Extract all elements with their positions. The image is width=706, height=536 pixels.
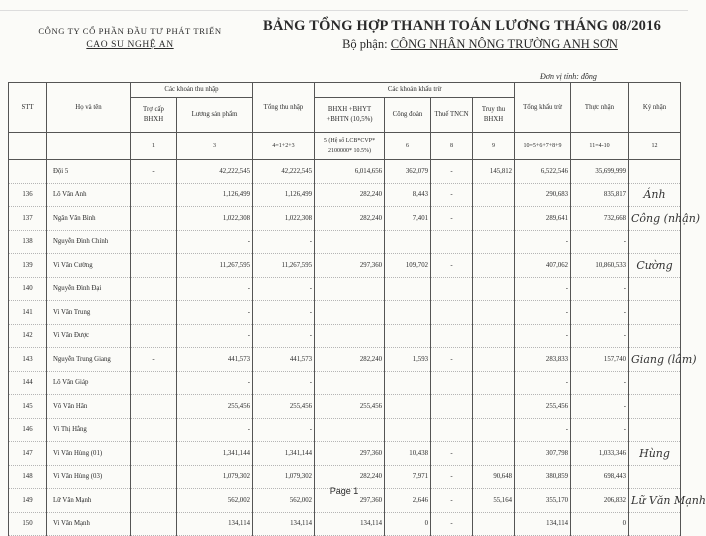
cell-insurance — [315, 371, 385, 395]
table-row — [9, 465, 681, 489]
header-stt: STT — [9, 83, 47, 133]
cell-name: Vi Văn Hùng (01) — [47, 442, 131, 466]
cell-product-wage: 1,079,302 — [177, 465, 253, 489]
table-header — [9, 83, 681, 160]
cell-union: 0 — [385, 512, 431, 536]
cell-bhxh-collect — [473, 395, 515, 419]
cell-name: Vi Văn Được — [47, 324, 131, 348]
cell-bhxh-collect — [473, 371, 515, 395]
cell-name: Võ Văn Hân — [47, 395, 131, 419]
cell-bhxh-support — [131, 442, 177, 466]
cell-pit — [431, 371, 473, 395]
cell-signature — [629, 230, 681, 254]
cell-bhxh-collect — [473, 230, 515, 254]
cell-signature — [629, 395, 681, 419]
cell-bhxh-support — [131, 254, 177, 278]
header-insurance: BHXH +BHYT +BHTN (10,5%) — [315, 98, 385, 133]
cell-total-deduction: - — [515, 324, 571, 348]
cell-signature — [629, 160, 681, 184]
cell-bhxh-support — [131, 465, 177, 489]
cell-total-income: - — [253, 301, 315, 325]
cell-bhxh-collect — [473, 324, 515, 348]
cell-total-income: 42,222,545 — [253, 160, 315, 184]
cell-net: - — [571, 301, 629, 325]
cell-product-wage: 1,126,499 — [177, 183, 253, 207]
cell-total-income: 11,267,595 — [253, 254, 315, 278]
header-income-group: Các khoản thu nhập — [131, 83, 253, 98]
cell-insurance: 282,240 — [315, 207, 385, 231]
table-row — [9, 348, 681, 372]
cell-stt: 150 — [9, 512, 47, 536]
formula-cell: 12 — [629, 133, 681, 160]
cell-signature — [629, 324, 681, 348]
cell-pit — [431, 418, 473, 442]
cell-product-wage: 1,022,308 — [177, 207, 253, 231]
cell-union: 7,401 — [385, 207, 431, 231]
formula-cell: 6 — [385, 133, 431, 160]
cell-bhxh-support — [131, 418, 177, 442]
cell-total-deduction: 255,456 — [515, 395, 571, 419]
cell-product-wage: 1,341,144 — [177, 442, 253, 466]
cell-total-deduction: - — [515, 277, 571, 301]
cell-bhxh-collect — [473, 277, 515, 301]
cell-name: Lữ Văn Mạnh — [47, 489, 131, 513]
table-row — [9, 254, 681, 278]
cell-total-income: 562,002 — [253, 489, 315, 513]
cell-insurance: 297,360 — [315, 254, 385, 278]
cell-stt: 140 — [9, 277, 47, 301]
header-union: Công đoàn — [385, 98, 431, 133]
header-net: Thực nhận — [571, 83, 629, 133]
cell-insurance: 255,456 — [315, 395, 385, 419]
header-bhxh-collect: Truy thu BHXH — [473, 98, 515, 133]
cell-pit: - — [431, 254, 473, 278]
cell-net: 1,033,346 — [571, 442, 629, 466]
cell-name: Nguyễn Đình Đại — [47, 277, 131, 301]
cell-union — [385, 395, 431, 419]
cell-insurance — [315, 324, 385, 348]
cell-stt: 143 — [9, 348, 47, 372]
cell-union — [385, 230, 431, 254]
table-row — [9, 512, 681, 536]
cell-insurance — [315, 230, 385, 254]
department-value: CÔNG NHÂN NÔNG TRƯỜNG ANH SƠN — [390, 37, 618, 51]
cell-total-deduction: - — [515, 418, 571, 442]
cell-bhxh-support: - — [131, 348, 177, 372]
cell-net: 835,817 — [571, 183, 629, 207]
cell-bhxh-support: - — [131, 160, 177, 184]
unit-note: Đơn vị tính: đồng — [540, 72, 597, 81]
cell-product-wage: 42,222,545 — [177, 160, 253, 184]
table-row — [9, 183, 681, 207]
cell-name: Vi Văn Cường — [47, 254, 131, 278]
cell-insurance — [315, 418, 385, 442]
cell-total-deduction: 307,798 — [515, 442, 571, 466]
cell-name: Nguyễn Đình Chính — [47, 230, 131, 254]
cell-insurance: 134,114 — [315, 512, 385, 536]
cell-net: 698,443 — [571, 465, 629, 489]
cell-total-deduction: 380,859 — [515, 465, 571, 489]
cell-union — [385, 277, 431, 301]
cell-pit — [431, 277, 473, 301]
cell-insurance: 282,240 — [315, 348, 385, 372]
cell-total-deduction: 289,641 — [515, 207, 571, 231]
cell-signature: Giang (lâm) — [629, 348, 681, 372]
cell-name: Vi Văn Trung — [47, 301, 131, 325]
cell-signature — [629, 301, 681, 325]
table-row — [9, 277, 681, 301]
cell-bhxh-collect — [473, 207, 515, 231]
cell-bhxh-collect — [473, 348, 515, 372]
cell-union: 109,702 — [385, 254, 431, 278]
document-title: BẢNG TỔNG HỢP THANH TOÁN LƯƠNG THÁNG 08/2016 — [262, 18, 662, 34]
company-name-line1: CÔNG TY CỔ PHẦN ĐẦU TƯ PHÁT TRIỂN — [38, 26, 222, 36]
cell-union — [385, 418, 431, 442]
cell-net: 732,668 — [571, 207, 629, 231]
top-rule — [0, 10, 688, 11]
formula-cell: 5 (Hệ số LCB*CVP* 2100000* 10.5%) — [315, 133, 385, 160]
cell-total-deduction: 407,062 — [515, 254, 571, 278]
cell-total-income: - — [253, 371, 315, 395]
cell-bhxh-collect — [473, 512, 515, 536]
department-line — [300, 37, 660, 52]
cell-total-income: - — [253, 418, 315, 442]
formula-cell: 9 — [473, 133, 515, 160]
table-row — [9, 442, 681, 466]
cell-net: - — [571, 230, 629, 254]
table-row — [9, 230, 681, 254]
cell-insurance — [315, 301, 385, 325]
cell-total-deduction: - — [515, 301, 571, 325]
cell-pit — [431, 301, 473, 325]
cell-stt: 142 — [9, 324, 47, 348]
cell-stt: 137 — [9, 207, 47, 231]
header-bhxh-support: Trợ cấp BHXH — [131, 98, 177, 133]
table-row — [9, 207, 681, 231]
formula-cell — [47, 133, 131, 160]
cell-total-income: - — [253, 277, 315, 301]
cell-stt — [9, 160, 47, 184]
cell-stt: 148 — [9, 465, 47, 489]
cell-insurance: 282,240 — [315, 183, 385, 207]
cell-name: Vi Văn Mạnh — [47, 512, 131, 536]
cell-product-wage: - — [177, 371, 253, 395]
cell-total-income: 134,114 — [253, 512, 315, 536]
cell-name: Vi Thị Hằng — [47, 418, 131, 442]
cell-bhxh-collect — [473, 301, 515, 325]
cell-total-income: 1,126,499 — [253, 183, 315, 207]
cell-bhxh-support — [131, 395, 177, 419]
cell-union — [385, 324, 431, 348]
cell-bhxh-collect: 145,812 — [473, 160, 515, 184]
cell-signature: Cường — [629, 254, 681, 278]
header-pit: Thuế TNCN — [431, 98, 473, 133]
header-deduction-group: Các khoản khấu trừ — [315, 83, 515, 98]
cell-signature — [629, 465, 681, 489]
formula-row — [9, 133, 681, 160]
cell-product-wage: 562,002 — [177, 489, 253, 513]
cell-signature: Ánh — [629, 183, 681, 207]
cell-bhxh-support — [131, 183, 177, 207]
cell-product-wage: 11,267,595 — [177, 254, 253, 278]
formula-cell: 4=1+2+3 — [253, 133, 315, 160]
cell-bhxh-collect: 90,648 — [473, 465, 515, 489]
cell-name: Ngân Văn Bình — [47, 207, 131, 231]
table-row — [9, 395, 681, 419]
formula-cell: 10=5+6+7+8+9 — [515, 133, 571, 160]
cell-total-income: - — [253, 230, 315, 254]
cell-stt: 136 — [9, 183, 47, 207]
department-label: Bộ phận: — [342, 37, 388, 51]
cell-bhxh-support — [131, 230, 177, 254]
cell-total-income: 255,456 — [253, 395, 315, 419]
cell-stt: 138 — [9, 230, 47, 254]
cell-insurance: 297,360 — [315, 489, 385, 513]
cell-product-wage: - — [177, 277, 253, 301]
cell-bhxh-collect — [473, 183, 515, 207]
formula-cell: 8 — [431, 133, 473, 160]
formula-cell: 1 — [131, 133, 177, 160]
cell-product-wage: 441,573 — [177, 348, 253, 372]
cell-signature — [629, 512, 681, 536]
payroll-table — [8, 82, 706, 536]
cell-union — [385, 371, 431, 395]
cell-net: 206,832 — [571, 489, 629, 513]
cell-total-income: - — [253, 324, 315, 348]
cell-pit: - — [431, 465, 473, 489]
cell-pit: - — [431, 442, 473, 466]
table-row — [9, 371, 681, 395]
cell-product-wage: - — [177, 418, 253, 442]
cell-union: 362,079 — [385, 160, 431, 184]
cell-pit: - — [431, 207, 473, 231]
cell-union: 10,438 — [385, 442, 431, 466]
header-total-deduction: Tổng khấu trừ — [515, 83, 571, 133]
cell-net: - — [571, 418, 629, 442]
header-name: Họ và tên — [47, 83, 131, 133]
company-header — [30, 24, 230, 52]
cell-pit: - — [431, 183, 473, 207]
cell-total-deduction: 134,114 — [515, 512, 571, 536]
cell-pit — [431, 324, 473, 348]
cell-bhxh-collect — [473, 442, 515, 466]
cell-signature — [629, 277, 681, 301]
cell-total-deduction: - — [515, 371, 571, 395]
cell-total-deduction: - — [515, 230, 571, 254]
company-name-line2: CAO SU NGHỆ AN — [86, 40, 174, 50]
header-total-income: Tổng thu nhập — [253, 83, 315, 133]
cell-signature: Hùng — [629, 442, 681, 466]
formula-cell: 3 — [177, 133, 253, 160]
cell-net: 35,699,999 — [571, 160, 629, 184]
cell-insurance: 6,014,656 — [315, 160, 385, 184]
cell-total-deduction: 355,170 — [515, 489, 571, 513]
cell-bhxh-support — [131, 371, 177, 395]
cell-insurance — [315, 277, 385, 301]
table-body — [9, 160, 706, 536]
cell-product-wage: 134,114 — [177, 512, 253, 536]
cell-product-wage: - — [177, 301, 253, 325]
table-row — [9, 324, 681, 348]
cell-pit: - — [431, 348, 473, 372]
cell-net: 0 — [571, 512, 629, 536]
cell-bhxh-collect: 55,164 — [473, 489, 515, 513]
cell-net: - — [571, 324, 629, 348]
cell-union: 8,443 — [385, 183, 431, 207]
cell-name: Đội 5 — [47, 160, 131, 184]
cell-net: - — [571, 371, 629, 395]
cell-total-deduction: 290,683 — [515, 183, 571, 207]
cell-total-income: 1,079,302 — [253, 465, 315, 489]
cell-pit: - — [431, 160, 473, 184]
cell-insurance: 297,360 — [315, 442, 385, 466]
cell-total-income: 1,341,144 — [253, 442, 315, 466]
cell-stt: 146 — [9, 418, 47, 442]
cell-bhxh-support — [131, 324, 177, 348]
table-row — [9, 301, 681, 325]
cell-name: Lô Văn Giáp — [47, 371, 131, 395]
cell-total-income: 441,573 — [253, 348, 315, 372]
cell-pit: - — [431, 512, 473, 536]
cell-product-wage: - — [177, 324, 253, 348]
cell-insurance: 282,240 — [315, 465, 385, 489]
cell-pit — [431, 230, 473, 254]
table-row — [9, 418, 681, 442]
cell-signature — [629, 371, 681, 395]
cell-union — [385, 301, 431, 325]
cell-name: Vi Văn Hùng (03) — [47, 465, 131, 489]
cell-stt: 144 — [9, 371, 47, 395]
cell-stt: 141 — [9, 301, 47, 325]
header-signature: Ký nhận — [629, 83, 681, 133]
formula-cell — [9, 133, 47, 160]
table-row — [9, 160, 681, 184]
cell-pit: - — [431, 489, 473, 513]
cell-name: Lô Văn Anh — [47, 183, 131, 207]
cell-bhxh-support — [131, 277, 177, 301]
cell-net: 10,860,533 — [571, 254, 629, 278]
cell-net: 157,740 — [571, 348, 629, 372]
cell-stt: 139 — [9, 254, 47, 278]
cell-signature: Công (nhận) — [629, 207, 681, 231]
formula-cell: 11=4-10 — [571, 133, 629, 160]
cell-bhxh-support — [131, 301, 177, 325]
cell-bhxh-collect — [473, 254, 515, 278]
cell-product-wage: 255,456 — [177, 395, 253, 419]
cell-name: Nguyễn Trung Giang — [47, 348, 131, 372]
cell-union: 7,971 — [385, 465, 431, 489]
page-number: Page 1 — [329, 486, 359, 496]
cell-net: - — [571, 277, 629, 301]
cell-union: 2,646 — [385, 489, 431, 513]
cell-bhxh-collect — [473, 418, 515, 442]
header-product-wage: Lương sản phẩm — [177, 98, 253, 133]
cell-stt: 149 — [9, 489, 47, 513]
cell-net: - — [571, 395, 629, 419]
cell-stt: 147 — [9, 442, 47, 466]
cell-signature — [629, 418, 681, 442]
cell-signature: Lữ Văn Mạnh — [629, 489, 681, 513]
cell-total-income: 1,022,308 — [253, 207, 315, 231]
cell-pit — [431, 395, 473, 419]
cell-product-wage: - — [177, 230, 253, 254]
cell-bhxh-support — [131, 207, 177, 231]
cell-total-deduction: 283,833 — [515, 348, 571, 372]
cell-union: 1,593 — [385, 348, 431, 372]
cell-stt: 145 — [9, 395, 47, 419]
cell-bhxh-support — [131, 512, 177, 536]
cell-total-deduction: 6,522,546 — [515, 160, 571, 184]
